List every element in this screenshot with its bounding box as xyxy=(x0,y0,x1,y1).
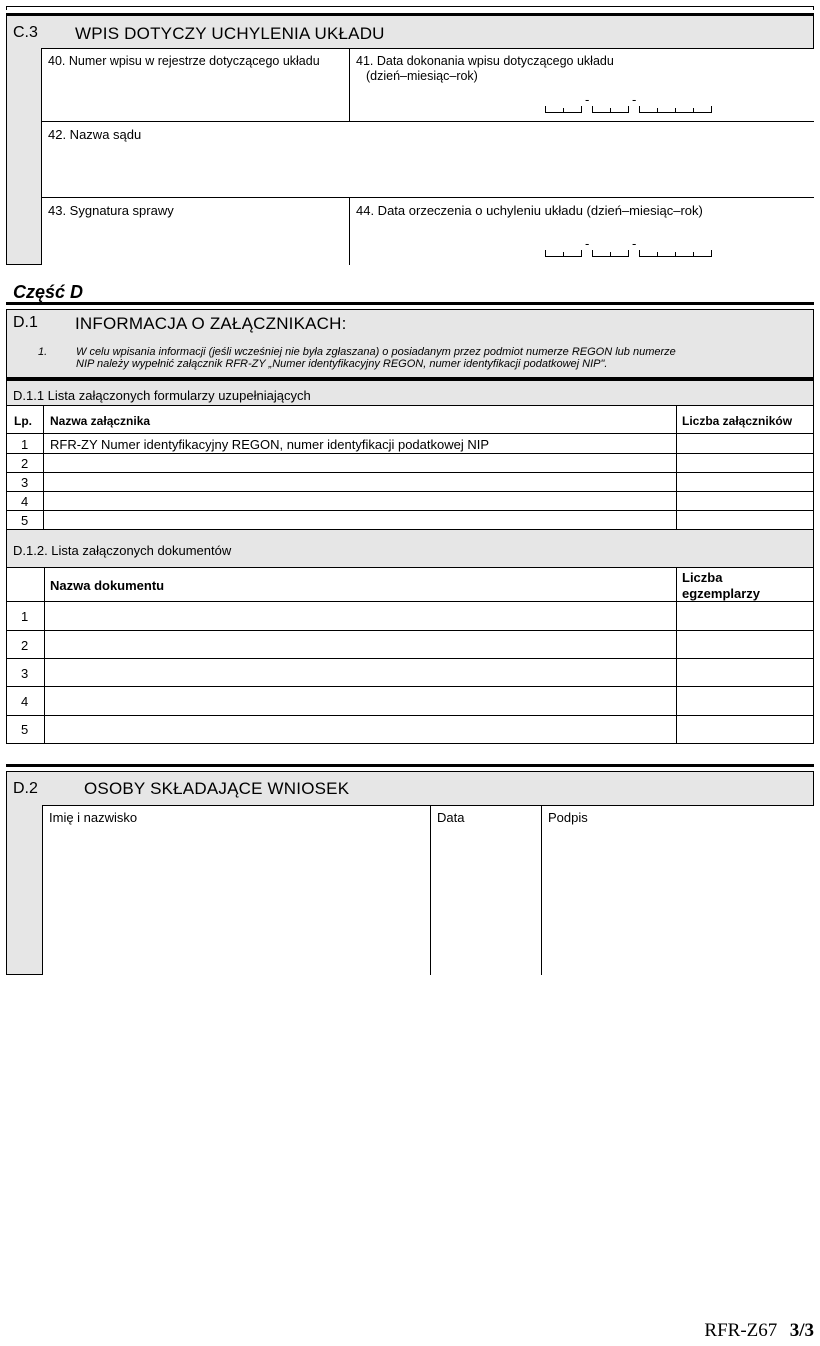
d2-code: D.2 xyxy=(13,780,38,797)
d11-row-4-lp: 4 xyxy=(21,494,29,509)
d11-row-5-lp: 5 xyxy=(21,513,29,528)
d2-col-date-label: Data xyxy=(437,810,465,825)
d11-header-name: Nazwa załącznika xyxy=(50,414,151,428)
field-41-date-input[interactable]: - - xyxy=(545,92,715,116)
d2-signature-input[interactable] xyxy=(542,828,813,974)
field-41-sublabel: (dzień–miesiąc–rok) xyxy=(366,69,478,83)
d12-row-4-name[interactable] xyxy=(45,687,675,714)
d11-row-3-count[interactable] xyxy=(677,473,813,490)
d1-note-line1: W celu wpisania informacji (jeśli wcześniej nie była zgłaszana) o posiadanym przez podmiot numerze REGON lub numerze xyxy=(76,346,676,358)
field-40-input[interactable] xyxy=(42,72,348,120)
field-44-date-input[interactable]: - - xyxy=(545,236,715,260)
d11-row-3-name[interactable] xyxy=(44,473,675,490)
d2-thick-rule xyxy=(6,764,814,767)
day-boxes xyxy=(545,250,582,257)
d12-header-count-line2: egzemplarzy xyxy=(682,586,761,601)
d11-row-2-name[interactable] xyxy=(44,454,675,471)
field-40-label: 40. Numer wpisu w rejestrze dotyczącego układu xyxy=(48,54,320,68)
d12-row-1-count[interactable] xyxy=(677,602,813,629)
d11-row-5-name[interactable] xyxy=(44,511,675,529)
d2-date-input[interactable] xyxy=(431,828,540,974)
d12-row-3-name[interactable] xyxy=(45,659,675,685)
c3-code: C.3 xyxy=(13,24,38,41)
d12-row-1-lp: 1 xyxy=(21,609,29,624)
field-42-input[interactable] xyxy=(42,145,813,195)
d2-title: OSOBY SKŁADAJĄCE WNIOSEK xyxy=(84,779,350,798)
d12-row-3-lp: 3 xyxy=(21,666,29,681)
d12-row-5-count[interactable] xyxy=(677,716,813,743)
field-44-label: 44. Data orzeczenia o uchyleniu układu (dzień–miesiąc–rok) xyxy=(356,203,703,218)
d11-row-3-lp: 3 xyxy=(21,475,29,490)
d11-row-5-count[interactable] xyxy=(677,511,813,529)
d1-note-line2: NIP należy wypełnić załącznik RFR-ZY „Numer identyfikacyjny REGON, numer identyfikacji podatkowej NIP". xyxy=(76,358,608,370)
d12-header-name: Nazwa dokumentu xyxy=(50,578,165,593)
d1-code: D.1 xyxy=(13,314,38,331)
field-43-input[interactable] xyxy=(42,221,348,264)
day-boxes xyxy=(545,106,582,113)
d11-row-1-lp: 1 xyxy=(21,437,29,452)
d12-row-5-lp: 5 xyxy=(21,722,29,737)
year-boxes xyxy=(639,250,712,257)
d2-name-input[interactable] xyxy=(43,828,429,974)
d11-row-4-count[interactable] xyxy=(677,492,813,509)
d11-header-lp: Lp. xyxy=(14,414,32,428)
d11-row-2-count[interactable] xyxy=(677,454,813,471)
form-code: RFR-Z67 xyxy=(704,1320,778,1341)
d12-row-3-count[interactable] xyxy=(677,659,813,685)
d12-row-1-name[interactable] xyxy=(45,602,675,629)
d11-row-2-lp: 2 xyxy=(21,456,29,471)
footer xyxy=(704,1320,814,1342)
d12-row-4-lp: 4 xyxy=(21,694,29,709)
d2-col-name-label: Imię i nazwisko xyxy=(49,810,138,825)
d12-row-5-name[interactable] xyxy=(45,716,675,743)
d1-note-number: 1. xyxy=(38,346,48,358)
field-41-label: 41. Data dokonania wpisu dotyczącego układu xyxy=(356,54,614,68)
d12-row-4-count[interactable] xyxy=(677,687,813,714)
d1-title: INFORMACJA O ZAŁĄCZNIKACH: xyxy=(75,314,347,333)
d11-row-1-count[interactable] xyxy=(677,434,813,452)
d11-row-1-name[interactable]: RFR-ZY Numer identyfikacyjny REGON, numer identyfikacji podatkowej NIP xyxy=(50,437,490,452)
d12-row-2-lp: 2 xyxy=(21,638,29,653)
month-boxes xyxy=(592,106,629,113)
year-boxes xyxy=(639,106,712,113)
d12-title: D.1.2. Lista załączonych dokumentów xyxy=(13,543,232,558)
d11-header-count: Liczba załączników xyxy=(682,414,793,428)
part-d-thick-rule xyxy=(6,302,814,305)
d12-header-count-line1: Liczba xyxy=(682,570,723,585)
d11-title: D.1.1 Lista załączonych formularzy uzupełniających xyxy=(13,388,311,403)
d11-row-4-name[interactable] xyxy=(44,492,675,509)
d2-col-signature-label: Podpis xyxy=(548,810,588,825)
field-42-label: 42. Nazwa sądu xyxy=(48,127,142,142)
d12-row-2-count[interactable] xyxy=(677,631,813,657)
c3-title: WPIS DOTYCZY UCHYLENIA UKŁADU xyxy=(75,24,385,43)
d12-row-2-name[interactable] xyxy=(45,631,675,657)
part-d-heading: Część D xyxy=(13,282,84,302)
top-rule xyxy=(6,6,814,10)
field-43-label: 43. Sygnatura sprawy xyxy=(48,203,174,218)
page-number: 3/3 xyxy=(789,1320,814,1341)
month-boxes xyxy=(592,250,629,257)
